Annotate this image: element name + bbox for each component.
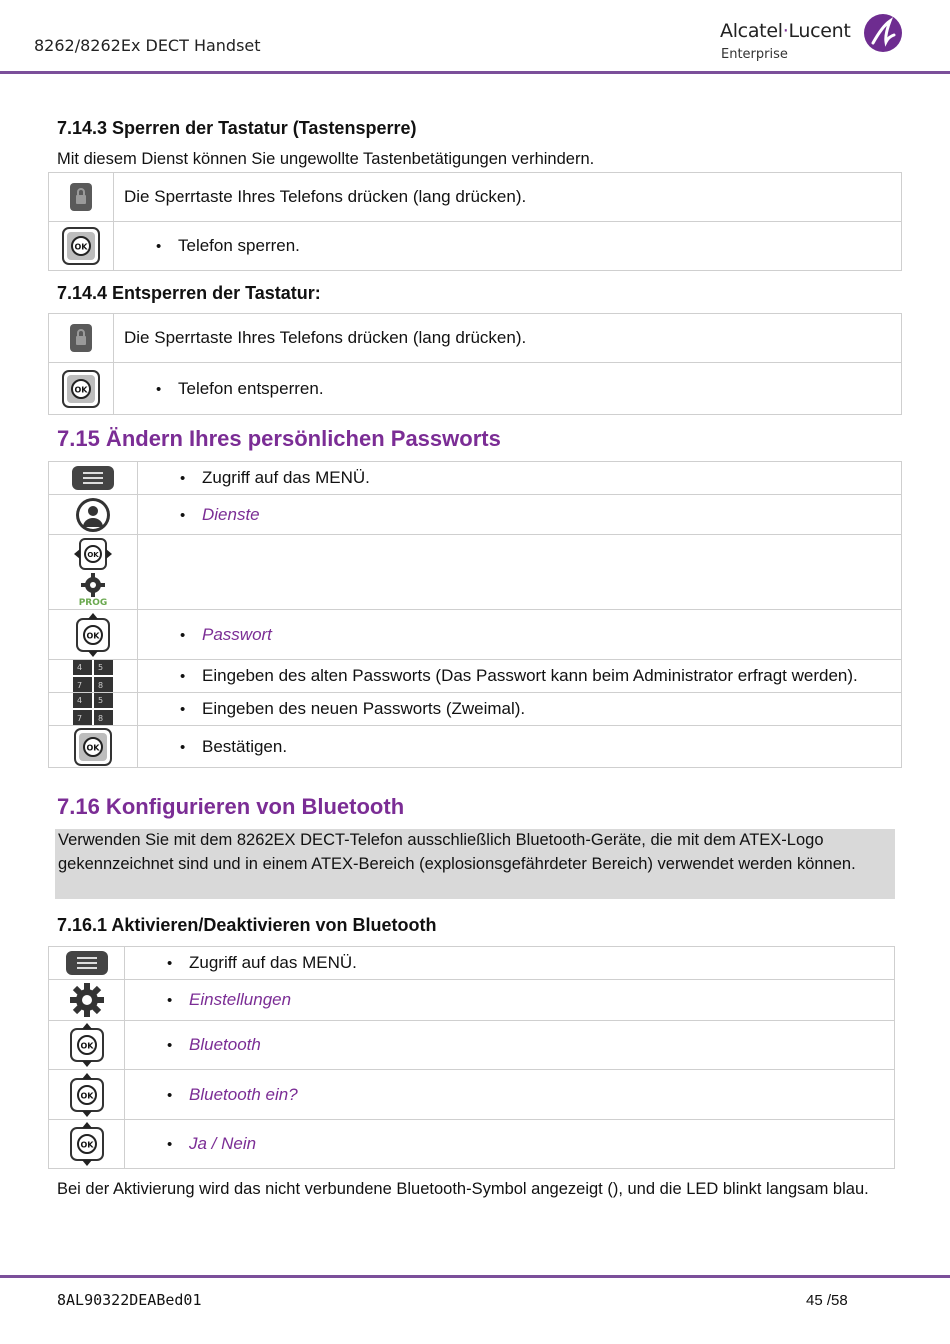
- svg-text:8: 8: [98, 714, 104, 723]
- menu-link-ja-nein: Ja / Nein: [189, 1134, 257, 1153]
- section-heading-7-14-3: 7.14.3 Sperren der Tastatur (Tastensperre): [57, 118, 417, 138]
- table-row: [49, 726, 902, 768]
- footer-rule: [0, 1275, 950, 1278]
- section-heading-7-15: 7.15 Ändern Ihres persönlichen Passworts: [57, 426, 501, 451]
- menu-link-passwort: Passwort: [202, 624, 272, 644]
- section-heading-7-14-4: 7.14.4 Entsperren der Tastatur:: [57, 283, 321, 303]
- header-rule: [0, 71, 950, 74]
- ok-key-icon: [49, 226, 113, 266]
- step-text: Eingeben des alten Passworts (Das Passwort kann beim Administrator erfragt werden).: [202, 666, 858, 685]
- table-row: [49, 1021, 895, 1070]
- navigator-up-down-icon: [49, 1023, 124, 1067]
- section-heading-7-16-1: 7.16.1 Aktivieren/Deaktivieren von Bluetooth: [57, 915, 437, 935]
- menu-link-dienste: Dienste: [202, 504, 260, 524]
- svg-text:4: 4: [77, 696, 83, 705]
- navigator-up-down-icon: [49, 613, 137, 657]
- table-row: [49, 1120, 895, 1169]
- section-heading-7-16: 7.16 Konfigurieren von Bluetooth: [57, 794, 405, 819]
- svg-text:7: 7: [77, 681, 83, 690]
- document-title: 8262/8262Ex DECT Handset: [34, 36, 261, 55]
- menu-key-icon: [49, 950, 124, 976]
- logo-wordmark: Alcatel·Lucent: [720, 20, 851, 42]
- table-row: [49, 660, 902, 693]
- table-row: [49, 610, 902, 660]
- logo-subtitle: Enterprise: [721, 47, 788, 62]
- step-text: Die Sperrtaste Ihres Telefons drücken (lang drücken).: [114, 173, 902, 222]
- table-row: [49, 173, 902, 222]
- step-text: Bestätigen.: [202, 736, 288, 756]
- steps-table-password: [48, 461, 902, 768]
- svg-text:OK: OK: [87, 551, 99, 559]
- document-id: 8AL90322DEABed01: [57, 1291, 202, 1309]
- svg-text:OK: OK: [80, 1140, 93, 1150]
- svg-text:4: 4: [77, 663, 83, 672]
- steps-table-lock: [48, 172, 902, 271]
- prog-gear-icon: [49, 573, 137, 607]
- svg-text:OK: OK: [86, 631, 100, 640]
- lock-key-icon: [49, 181, 113, 213]
- ok-key-icon: [49, 369, 113, 409]
- bluetooth-activation-note: Bei der Aktivierung wird das nicht verbundene Bluetooth-Symbol angezeigt (), und die LED blinkt langsam blau.: [57, 1180, 869, 1198]
- table-row: [49, 947, 895, 980]
- steps-table-unlock: [48, 313, 902, 415]
- navigator-left-right-icon: [49, 537, 137, 571]
- keypad-icon: [49, 660, 137, 692]
- svg-text:OK: OK: [80, 1091, 93, 1100]
- svg-text:OK: OK: [74, 385, 88, 394]
- table-row: [49, 1070, 895, 1120]
- table-row: [49, 462, 902, 495]
- step-text: Eingeben des neuen Passworts (Zweimal).: [202, 699, 526, 718]
- svg-text:OK: OK: [80, 1041, 93, 1051]
- step-text: Telefon sperren.: [178, 236, 300, 255]
- prog-label: PROG: [78, 598, 108, 607]
- step-text: Zugriff auf das MENÜ.: [189, 953, 357, 972]
- table-row: [49, 363, 902, 415]
- step-text: Die Sperrtaste Ihres Telefons drücken (lang drücken).: [114, 314, 902, 363]
- brand-logo: [720, 14, 910, 66]
- navigator-up-down-icon: [49, 1122, 124, 1166]
- table-row: [49, 495, 902, 535]
- step-text: Zugriff auf das MENÜ.: [202, 468, 370, 487]
- svg-text:7: 7: [77, 714, 83, 723]
- menu-link-bluetooth: Bluetooth: [189, 1035, 261, 1054]
- user-icon: [49, 497, 137, 533]
- table-row: [49, 980, 895, 1021]
- atex-warning-box: Verwenden Sie mit dem 8262EX DECT-Telefon ausschließlich Bluetooth-Geräte, die mit dem ATEX-Logo gekennzeichnet sind und in einem ATEX-Bereich (explosionsgefährdeter Bereich) verwendet werden können.: [55, 829, 895, 899]
- menu-key-icon: [49, 465, 137, 491]
- settings-gear-icon: [49, 982, 124, 1018]
- ok-key-icon: [49, 727, 137, 767]
- steps-table-bluetooth: [48, 946, 895, 1169]
- menu-link-bluetooth-ein: Bluetooth ein?: [189, 1084, 298, 1104]
- table-row: [49, 693, 902, 726]
- page-number: 45 /58: [806, 1292, 848, 1309]
- table-row: [49, 535, 902, 610]
- step-text: Telefon entsperren.: [178, 378, 324, 398]
- svg-text:5: 5: [98, 696, 104, 705]
- menu-link-einstellungen: Einstellungen: [189, 990, 292, 1009]
- svg-text:5: 5: [98, 663, 104, 672]
- svg-text:OK: OK: [74, 242, 88, 252]
- svg-text:OK: OK: [86, 743, 100, 752]
- svg-text:8: 8: [98, 681, 104, 690]
- logo-mark-icon: [864, 14, 902, 52]
- table-row: [49, 314, 902, 363]
- section-intro-7-14-3: Mit diesem Dienst können Sie ungewollte Tastenbetätigungen verhindern.: [57, 150, 595, 168]
- navigator-up-down-icon: [49, 1073, 124, 1117]
- keypad-icon: [49, 693, 137, 725]
- table-row: [49, 222, 902, 271]
- lock-key-icon: [49, 322, 113, 354]
